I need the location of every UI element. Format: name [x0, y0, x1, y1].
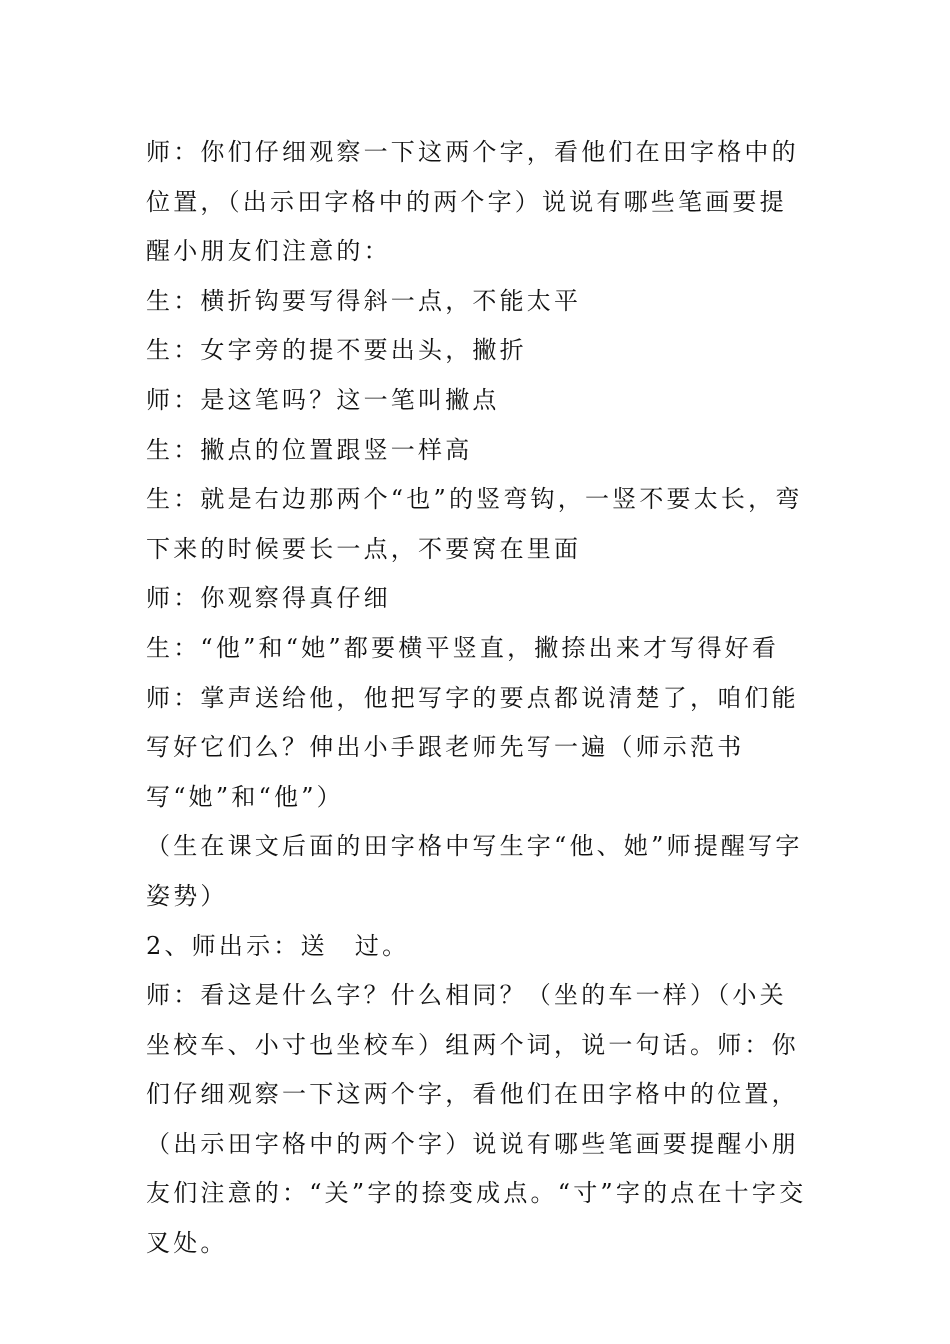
paragraph: （生在课文后面的田字格中写生字“他、她”师提醒写字姿势）	[146, 832, 803, 910]
paragraph: 师：你观察得真仔细	[146, 584, 391, 613]
paragraph: 2、师出示：送 过。	[146, 931, 410, 960]
document-body	[146, 128, 812, 1269]
paragraph: 生：“他”和“她”都要横平竖直，撇捺出来才写得好看	[146, 633, 780, 662]
paragraph: 生：撇点的位置跟竖一样高	[146, 435, 473, 464]
paragraph: 生：女字旁的提不要出头，撇折	[146, 336, 527, 365]
paragraph: 师：看这是什么字？什么相同？（坐的车一样）（小关坐校车、小寸也坐校车）组两个词，说一句话。师：你们仔细观察一下这两个字，看他们在田字格中的位置，（出示田字格中的两个字）说说有哪些笔画要提醒小朋友们注意的：“关”字的捺变成点。“寸”字的点在十字交叉处。	[146, 981, 807, 1258]
paragraph: 师：掌声送给他，他把写字的要点都说清楚了，咱们能写好它们么？伸出小手跟老师先写一遍（师示范书写“她”和“他”）	[146, 683, 799, 811]
paragraph: 师：你们仔细观察一下这两个字，看他们在田字格中的位置，（出示田字格中的两个字）说说有哪些笔画要提醒小朋友们注意的：	[146, 138, 799, 266]
paragraph: 生：就是右边那两个“也”的竖弯钩，一竖不要太长，弯下来的时候要长一点，不要窝在里面	[146, 485, 803, 563]
paragraph: 生：横折钩要写得斜一点，不能太平	[146, 286, 582, 315]
paragraph: 师：是这笔吗？这一笔叫撇点	[146, 385, 500, 414]
